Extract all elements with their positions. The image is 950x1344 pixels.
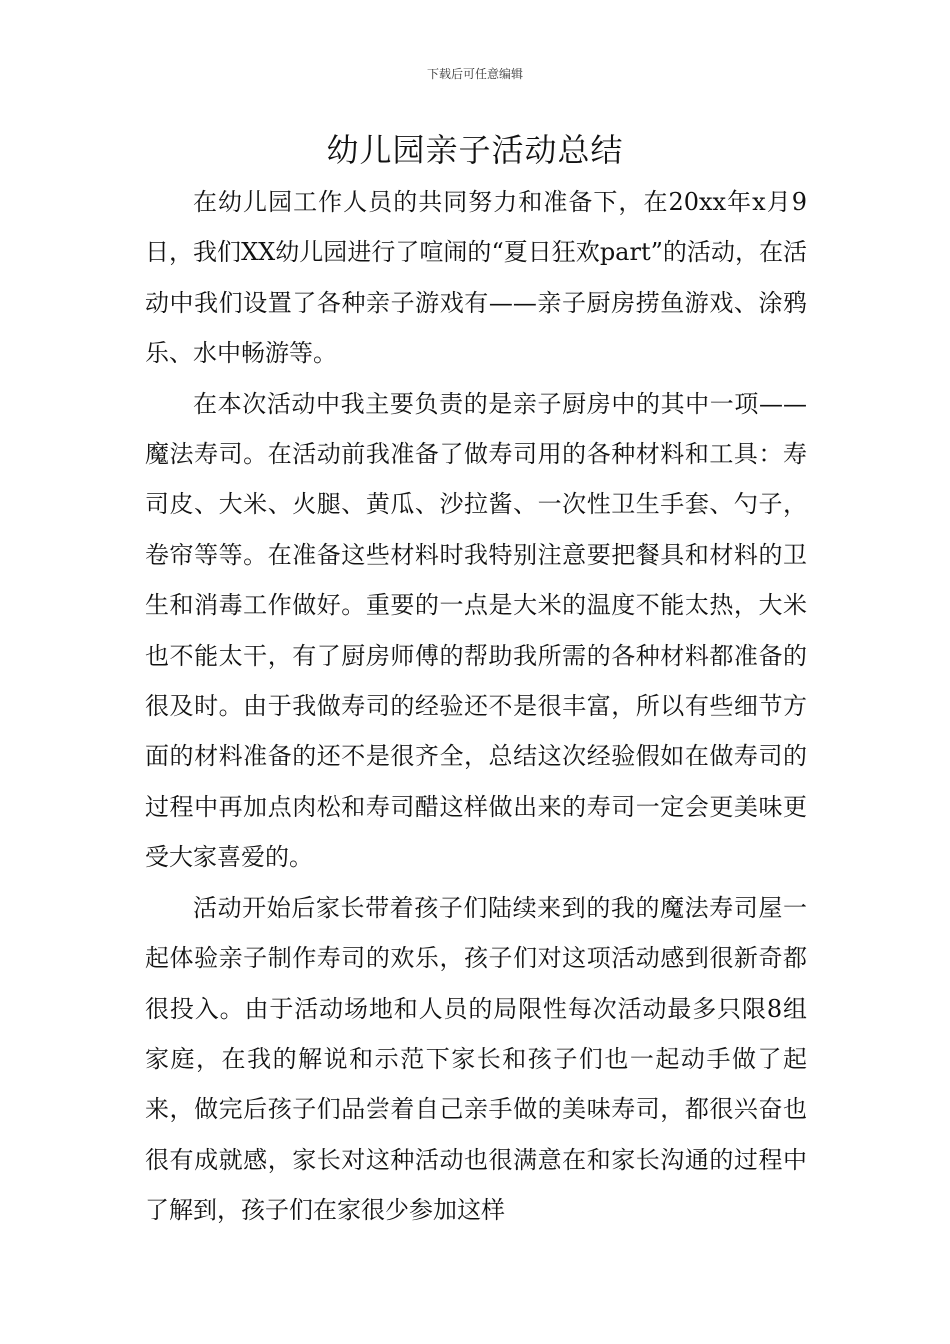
paragraph-1: 在幼儿园工作人员的共同努力和准备下，在20xx年x月9日，我们XX幼儿园进行了喧闹的“夏日狂欢part”的活动，在活动中我们设置了各种亲子游戏有——亲子厨房捞鱼游戏、涂鸦乐、水中畅游等。 [145, 188, 807, 368]
paragraph-3: 活动开始后家长带着孩子们陆续来到的我的魔法寿司屋一起体验亲子制作寿司的欢乐，孩子们对这项活动感到很新奇都很投入。由于活动场地和人员的局限性每次活动最多只限8组家庭，在我的解说和示范下家长和孩子们也一起动手做了起来，做完后孩子们品尝着自己亲手做的美味寿司，都很兴奋也很有成就感，家长对这种活动也很满意在和家长沟通的过程中了解到，孩子们在家很少参加这样 [145, 893, 807, 1225]
document-body [145, 177, 807, 1236]
paragraph-2: 在本次活动中我主要负责的是亲子厨房中的其中一项——魔法寿司。在活动前我准备了做寿司用的各种材料和工具：寿司皮、大米、火腿、黄瓜、沙拉酱、一次性卫生手套、勺子，卷帘等等。在准备这些材料时我特别注意要把餐具和材料的卫生和消毒工作做好。重要的一点是大米的温度不能太热，大米也不能太干，有了厨房师傅的帮助我所需的各种材料都准备的很及时。由于我做寿司的经验还不是很丰富，所以有些细节方面的材料准备的还不是很齐全，总结这次经验假如在做寿司的过程中再加点肉松和寿司醋这样做出来的寿司一定会更美味更受大家喜爱的。 [145, 389, 807, 872]
document-title: 幼儿园亲子活动总结 [326, 131, 624, 169]
header-note: 下载后可任意编辑 [426, 67, 523, 81]
